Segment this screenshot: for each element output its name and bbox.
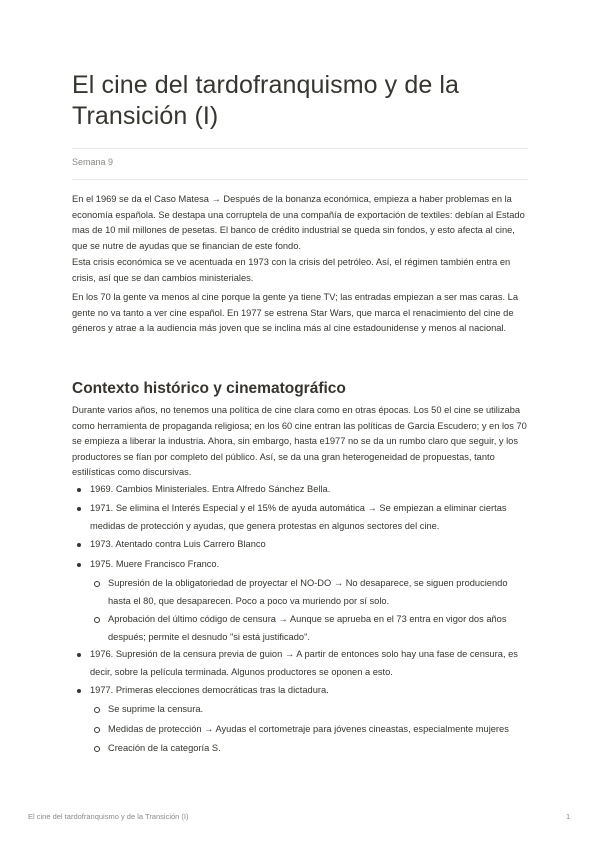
intro-paragraph-2: Esta crisis económica se ve acentuada en 1973 con la crisis del petróleo. Así, el régimen también entra en crisis, así que se dan cambios ministeriales. [72, 257, 511, 283]
sub-list-item [108, 701, 528, 719]
bullet-icon [77, 689, 81, 693]
list-item-text: 1975. Muere Francisco Franco. [90, 559, 220, 569]
list-item [90, 481, 528, 499]
bullet-icon [77, 488, 81, 492]
footer-title: El cine del tardofranquismo y de la Transición (I) [28, 812, 189, 821]
circle-bullet-icon [94, 727, 100, 733]
section-intro: Durante varios años, no tenemos una política de cine clara como en otras épocas. Los 50 el cine se utilizaba como herramienta de propaganda religiosa; en los 60 cine entran las políticas de Garcia Escudero; y en los 70 se empieza a liberar la industria. Ahora, sin embargo, hasta e1977 no se da un rumbo claro que seguir, y los productores se fían por completo del público. Así, se da una gran heterogeneidad de propuestas, tanto estilísticas como discursivas. [72, 405, 527, 477]
list-item [90, 646, 528, 681]
list-item [90, 500, 528, 535]
sub-list-item-text: Supresión de la obligatoriedad de proyectar el NO-DO → No desaparece, se siguen produciendo hasta el 80, que desaparecen. Poco a poco va muriendo por sí solo. [108, 578, 508, 606]
title-divider [72, 148, 528, 149]
list-item [90, 556, 528, 574]
page-number: 1 [566, 812, 571, 821]
circle-bullet-icon [94, 581, 100, 587]
section-heading: Contexto histórico y cinematográfico [72, 380, 346, 397]
circle-bullet-icon [94, 746, 100, 752]
circle-bullet-icon [94, 617, 100, 623]
page-title: El cine del tardofranquismo y de la Transición (I) [72, 71, 460, 130]
list-item-text: 1976. Supresión de la censura previa de guion → A partir de entonces solo hay una fase de censura, es decir, sobre la película terminada. Algunos productores se oponen a esto. [90, 649, 518, 677]
sub-list-item [108, 575, 528, 610]
sub-list-item [108, 721, 528, 739]
list-item-text: 1977. Primeras elecciones democráticas tras la dictadura. [90, 685, 329, 695]
sub-list-item-text: Aprobación del último código de censura → Aunque se aprueba en el 73 entra en vigor dos años después; permite el desnudo "si está justificado". [108, 614, 507, 642]
intro-paragraph-3: En los 70 la gente va menos al cine porque la gente ya tiene TV; las entradas empiezan a ser mas caras. La gente no va tanto a ver cine español. En 1977 se estrena Star Wars, que marca el renacimiento del cine de géneros y atrae a la audiencia más joven que se inclina más al cine estadounidense y menos al nacional. [72, 292, 518, 333]
sub-list-item-text: Se suprime la censura. [108, 704, 204, 714]
sub-list-item [108, 611, 528, 646]
circle-bullet-icon [94, 707, 100, 713]
intro-paragraph-1: En el 1969 se da el Caso Matesa → Después de la bonanza económica, empieza a haber problemas en la economía española. Se destapa una corruptela de una compañía de exportación de textiles: debían al Estado mas de 10 mil millones de pesetas. El banco de crédito industrial se queda sin fondos, y esto afecta al cine, que se nutre de ayudas que se financian de este fondo. [72, 194, 525, 251]
week-label: Semana 9 [72, 157, 114, 167]
list-item-text: 1973. Atentado contra Luis Carrero Blanco [90, 539, 266, 549]
list-item-text: 1971. Se elimina el Interés Especial y el 15% de ayuda automática → Se empiezan a eliminar ciertas medidas de protección y ayudas, que genera protestas en algunos sectores del cine. [90, 503, 507, 531]
bullet-icon [77, 507, 81, 511]
sub-list-item [108, 740, 528, 758]
sub-list-item-text: Medidas de protección → Ayudas el cortometraje para jóvenes cineastas, especialmente mujeres [108, 724, 509, 734]
list-item [90, 536, 528, 554]
meta-divider [72, 179, 528, 180]
list-item [90, 682, 528, 700]
bullet-icon [77, 543, 81, 547]
sub-list-item-text: Creación de la categoría S. [108, 743, 221, 753]
bullet-icon [77, 653, 81, 657]
bullet-icon [77, 563, 81, 567]
list-item-text: 1969. Cambios Ministeriales. Entra Alfredo Sánchez Bella. [90, 484, 331, 494]
